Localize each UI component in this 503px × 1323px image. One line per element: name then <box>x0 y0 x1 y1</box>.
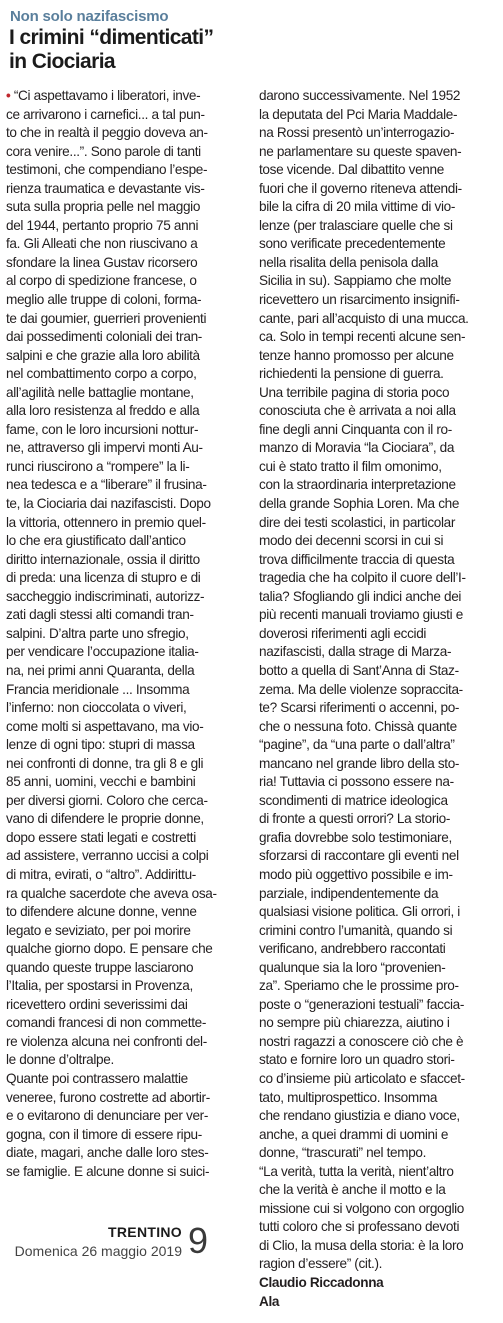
article-line <box>6 810 252 829</box>
article-line-text: di preda: una licenza di stupro e di <box>6 570 201 586</box>
article-line <box>6 328 252 347</box>
article-line <box>6 365 252 384</box>
article-line <box>6 922 252 941</box>
article-line <box>6 643 252 662</box>
article-line-text: nel combattimento corpo a corpo, <box>6 366 197 382</box>
article-line: bile la cifra di 20 mila vittime di vio- <box>259 199 456 215</box>
article-line <box>6 977 252 996</box>
article-line: qualsiasi visione politica. Gli orrori, i <box>259 904 460 920</box>
article-line: la deputata del Pci Maria Maddale- <box>259 106 458 122</box>
article-line <box>6 1163 252 1182</box>
article-line-text: la vittoria, ottennero in premio quel- <box>6 514 206 530</box>
article-line: cui è stato tratto il film omonimo, <box>259 458 442 474</box>
article-line: tragedia che ha colpito il cuore dell’I- <box>259 570 466 586</box>
article-line-text: cora venire...”. Sono parole di tanti <box>6 143 201 159</box>
article-line: fine degli anni Cinquanta con il ro- <box>259 421 452 437</box>
article-line-text: “Ci aspettavamo i liberatori, inve- <box>10 88 201 103</box>
article-line-text: fa. Gli Alleati che non riuscivano a <box>6 236 198 252</box>
article-line-text: re violenza alcuna nei confronti del- <box>6 1033 207 1049</box>
article-line <box>6 291 252 310</box>
article-line: stato e fornire loro un quadro stori- <box>259 1052 455 1068</box>
article-line: trova difficilmente traccia di questa <box>259 551 455 567</box>
article-line: scondimenti di matrice ideologica <box>259 792 448 808</box>
article-line-text: nea tedesca e a “liberare” il frusina- <box>6 477 207 493</box>
article-line <box>6 347 252 366</box>
headline-line-1: I crimini “dimenticati” <box>9 26 214 49</box>
article-line-text: e o evitarono di denunciare per ver- <box>6 1108 209 1124</box>
article-line: più recenti manuali troviamo giusti e <box>259 607 463 623</box>
author-signature: Claudio Riccadonna <box>259 1275 384 1290</box>
article-line: botto a quella di Sant’Anna di Staz- <box>259 662 459 678</box>
article-line-text: meglio alle truppe di coloni, forma- <box>6 292 202 308</box>
article-line <box>6 736 252 755</box>
bullet-icon: • <box>6 88 11 103</box>
article-line <box>6 1126 252 1145</box>
article-line <box>6 847 252 866</box>
article-line: sforzarsi di raccontare gli eventi nel <box>259 848 459 864</box>
article-line <box>6 421 252 440</box>
article-line <box>6 495 252 514</box>
article-line-text: ricevettero ordini severissimi dai <box>6 996 188 1012</box>
article-line: darono successivamente. Nel 1952 <box>259 88 461 103</box>
article-line: co d’insieme più articolato e sfaccet- <box>259 1070 465 1086</box>
article-line-text: testimoni, che compendiano l’espe- <box>6 162 208 178</box>
folio-date: Domenica 26 maggio 2019 <box>14 1243 182 1259</box>
article-column-left <box>6 87 252 1181</box>
article-line <box>6 532 252 551</box>
article-line-text: te dai goumier, guerrieri provenienti <box>6 310 207 326</box>
article-line <box>6 885 252 904</box>
article-line-text: ne, attraverso gli impervi monti Au- <box>6 440 203 456</box>
article-line <box>6 866 252 885</box>
page-folio <box>10 1220 210 1268</box>
article-line-text: legato e seviziato, per poi morire <box>6 922 191 938</box>
article-line <box>6 124 252 143</box>
article-line: “pagine”, da “una parte o dall’altra” <box>259 737 455 753</box>
article-line: “La verità, tutta la verità, nient’altro <box>259 1163 454 1179</box>
article-line-text: sfondare la linea Gustav ricorsero <box>6 254 198 270</box>
article-line <box>6 1014 252 1033</box>
article-line-text: to che in realtà il peggio doveva an- <box>6 125 208 141</box>
article-line <box>6 662 252 681</box>
article-line: na Rossi presentò un’interrogazio- <box>259 125 455 141</box>
article-line-text: salpini e che grazie alla loro abilità <box>6 347 200 363</box>
article-line: con la straordinaria interpretazione <box>259 477 456 493</box>
article-line <box>6 458 252 477</box>
article-line <box>6 1070 252 1089</box>
article-line-text: te, la Ciociaria dai nazifascisti. Dopo <box>6 496 211 512</box>
article-line <box>6 198 252 217</box>
article-line-text: to difendere alcune donne, venne <box>6 904 197 920</box>
article-line: verificano, andrebbero raccontati <box>259 941 446 957</box>
article-line: Una terribile pagina di storia poco <box>259 384 450 400</box>
article-line <box>6 755 252 774</box>
article-line <box>6 996 252 1015</box>
article-line-text: comandi francesi di non commette- <box>6 1015 207 1031</box>
article-line: poste o “generazioni testuali” faccia- <box>259 996 465 1012</box>
article-line: missione cui si volgono con orgoglio <box>259 1200 465 1216</box>
article-line-text: ra qualche sacerdote che aveva osa- <box>6 885 217 901</box>
article-line <box>6 551 252 570</box>
article-line-text: le donne d’oltralpe. <box>6 1052 114 1068</box>
article-line-text: runci riuscirono a “rompere” la li- <box>6 458 190 474</box>
article-line-text: zati dagli stessi alti comandi tran- <box>6 607 194 623</box>
article-line: nazifascisti, dalla strage di Marza- <box>259 644 452 660</box>
article-line <box>6 514 252 533</box>
article-line-text: qualche giorno dopo. E pensare che <box>6 941 213 957</box>
article-line-text: alla loro resistenza al freddo e alla <box>6 403 200 419</box>
article-line: grafia dovrebbe solo testimoniare, <box>259 829 452 845</box>
article-line <box>6 254 252 273</box>
article-line-text: Quante poi contrassero malattie <box>6 1070 188 1086</box>
article-line-text: all’agilità nelle battaglie montane, <box>6 384 194 400</box>
article-line: talia? Sfogliando gli indici anche dei <box>259 588 462 604</box>
article-line: ria! Tuttavia ci possono essere na- <box>259 774 454 790</box>
article-line: zema. Ma delle violenze sopraccita- <box>259 681 463 697</box>
article-line <box>6 272 252 291</box>
article-line <box>6 180 252 199</box>
article-line: fuori che il governo riteneva attendi- <box>259 180 462 196</box>
article-line-text: se famiglie. E alcune donne si suici- <box>6 1163 210 1179</box>
article-line <box>6 1107 252 1126</box>
article-line <box>6 606 252 625</box>
article-line-text: ce arrivarono i carnefici... a tal pun- <box>6 106 205 122</box>
article-line <box>6 384 252 403</box>
article-line: che rendano giustizia e diano voce, <box>259 1108 460 1124</box>
article-line-text: nei confronti di donne, tra gli 8 e gli <box>6 755 204 771</box>
article-line: dire dei testi scolastici, in particolar <box>259 514 456 530</box>
article-line: nella risalita della penisola dalla <box>259 254 438 270</box>
article-line <box>6 235 252 254</box>
article-line <box>6 959 252 978</box>
article-line <box>6 161 252 180</box>
article-line-text: per diversi giorni. Coloro che cerca- <box>6 792 208 808</box>
article-line: che o nessuna foto. Chissà quante <box>259 718 457 734</box>
article-line <box>6 625 252 644</box>
article-line: modo più oggettivo possibile e im- <box>259 866 453 882</box>
article-line <box>6 903 252 922</box>
article-line: ragion d’essere” (cit.). <box>259 1256 383 1272</box>
article-line: nostri ragazzi a conoscere ciò che è <box>259 1033 464 1049</box>
article-line-text: suta sulla propria pelle nel maggio <box>6 199 201 215</box>
article-line: di Clio, la musa della storia: è la loro <box>259 1237 464 1253</box>
article-line <box>6 87 252 106</box>
article-line <box>6 792 252 811</box>
article-line <box>6 217 252 236</box>
article-line <box>6 1144 252 1163</box>
article-line <box>6 699 252 718</box>
article-line-text: rienza traumatica e devastante vis- <box>6 180 205 196</box>
article-line-text: del 1944, pertanto proprio 75 anni <box>6 217 199 233</box>
article-line <box>6 588 252 607</box>
article-line-text: na, nei primi anni Quaranta, della <box>6 662 195 678</box>
article-line-text: ad assistere, verranno uccisi a colpi <box>6 848 209 864</box>
article-line: cante, pari all’acquisto di una mucca. <box>259 310 469 326</box>
article-line-text: dopo essere stati legati e costretti <box>6 829 196 845</box>
article-line <box>6 569 252 588</box>
article-line: tutti coloro che si professano devoti <box>259 1219 460 1235</box>
article-line: tato, multiprospettico. Insomma <box>259 1089 438 1105</box>
article-line-text: dai possedimenti coloniali dei tran- <box>6 329 202 345</box>
article-line: mancano nel grande libro della sto- <box>259 755 460 771</box>
article-line: modo dei decenni scorsi in cui si <box>259 533 444 549</box>
article-line: tose vicende. Dal dibattito venne <box>259 162 444 178</box>
article-line-text: per vendicare l’occupazione italia- <box>6 644 199 660</box>
article-line-text: come molti si aspettavano, ma vio- <box>6 718 204 734</box>
headline <box>9 26 309 74</box>
article-line-text: saccheggio indiscriminati, autorizz- <box>6 588 205 604</box>
article-line-text: lenze di ogni tipo: stupri di massa <box>6 737 195 753</box>
article-line: conosciuta che è arrivata a noi alla <box>259 403 456 419</box>
article-line-text: al corpo di spedizione francese, o <box>6 273 197 289</box>
article-line-text: vano di difendere le proprie donne, <box>6 811 204 827</box>
article-line: donne, “trascurati” nel tempo. <box>259 1145 427 1161</box>
article-line: manzo di Moravia “la Ciociara”, da <box>259 440 455 456</box>
article-line-text: salpini. D’altra parte uno sfregio, <box>6 625 189 641</box>
folio-page-number: 9 <box>187 1220 208 1261</box>
article-line: parziale, indipendentemente da <box>259 885 439 901</box>
article-line: della grande Sophia Loren. Ma che <box>259 496 460 512</box>
article-line: qualunque sia la loro “provenien- <box>259 959 446 975</box>
article-line-text: gogna, con il timore di essere ripu- <box>6 1126 202 1142</box>
article-line: ricevettero un risarcimento insignifi- <box>259 292 460 308</box>
article-line: che la verità è anche il motto e la <box>259 1182 446 1198</box>
article-line: di fronte a questi orrori? La storio- <box>259 811 451 827</box>
article-line <box>6 1033 252 1052</box>
article-line: tenze hanno promosso per alcune <box>259 347 454 363</box>
article-line: lenze (per tralasciare quelle che si <box>259 217 453 233</box>
article-line <box>6 310 252 329</box>
article-line-text: l’Italia, per spostarsi in Provenza, <box>6 978 193 994</box>
article-line: richiedenti la pensione di guerra. <box>259 366 444 382</box>
article-line <box>6 1051 252 1070</box>
article-line: ca. Solo in tempi recenti alcune sen- <box>259 329 466 345</box>
article-line-text: quando queste truppe lasciarono <box>6 959 194 975</box>
article-line <box>6 402 252 421</box>
headline-line-2: in Ciociaria <box>9 50 116 73</box>
folio-section: TRENTINO <box>108 1224 182 1240</box>
article-line <box>6 940 252 959</box>
article-line-text: lo che era giustificato dall’antico <box>6 533 186 549</box>
article-line <box>6 718 252 737</box>
article-line-text: diritto internazionale, ossia il diritto <box>6 551 200 567</box>
article-line <box>6 829 252 848</box>
article-line <box>6 143 252 162</box>
article-line: no sempre più chiarezza, aiutino i <box>259 1015 450 1031</box>
article-line-text: di mitra, evirati, o “altro”. Addirittu- <box>6 866 196 882</box>
article-line-text: fame, con le loro incursioni nottur- <box>6 421 199 437</box>
article-line: te? Scarsi riferimenti o accenni, po- <box>259 700 460 716</box>
article-line <box>6 681 252 700</box>
article-line-text: diate, magari, anche dalle loro stes- <box>6 1145 209 1161</box>
article-line-text: l’inferno: non cioccolata o viveri, <box>6 700 187 716</box>
article-line-text: 85 anni, uomini, vecchi e bambini <box>6 774 196 790</box>
article-line: crimini contro l’umanità, quando si <box>259 922 453 938</box>
article-line: sono verificate precedentemente <box>259 236 446 252</box>
article-line: za”. Speriamo che le prossime pro- <box>259 978 459 994</box>
article-line: anche, a quei drammi di uomini e <box>259 1126 449 1142</box>
article-line: Sicilia in su). Sappiamo che molte <box>259 273 452 289</box>
article-line <box>6 476 252 495</box>
article-column-right <box>259 87 499 1311</box>
article-line <box>6 439 252 458</box>
article-line <box>6 773 252 792</box>
article-line <box>6 1089 252 1108</box>
article-line-text: veneree, furono costrette ad abortir- <box>6 1089 210 1105</box>
article-line <box>6 106 252 125</box>
kicker: Non solo nazifascismo <box>10 8 169 25</box>
author-place: Ala <box>259 1293 280 1309</box>
article-line: doverosi riferimenti agli eccidi <box>259 625 427 641</box>
article-line: ne parlamentare su queste spaven- <box>259 143 462 159</box>
article-line-text: Francia meridionale ... Insomma <box>6 681 190 697</box>
